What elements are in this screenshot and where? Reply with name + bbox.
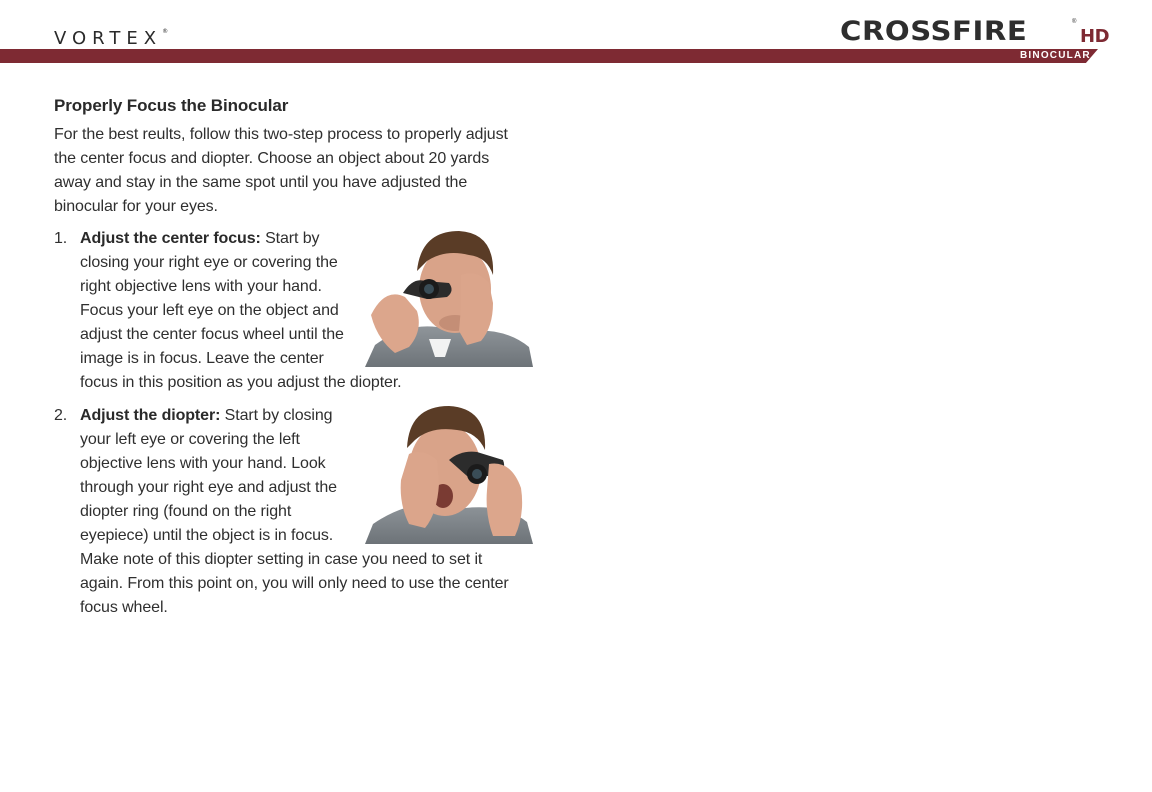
crossfire-logo-text: CROSSFIRE xyxy=(840,16,1028,47)
step-number: 2. xyxy=(54,407,68,424)
step-heading: Adjust the center focus: xyxy=(80,230,261,247)
step-heading: Adjust the diopter: xyxy=(80,407,221,424)
step-item xyxy=(54,227,529,395)
intro-paragraph: For the best reults, follow this two-step process to properly adjust the center focus and diopter. Choose an object about 20 yards away and stay in the same spot until you have adjusted the binocular for your eyes. xyxy=(54,126,508,215)
crossfire-registered-mark: ® xyxy=(1072,19,1077,25)
binocular-tag: BINOCULAR xyxy=(1020,50,1091,61)
crossfire-hd-suffix: HD xyxy=(1080,26,1110,47)
vortex-logo xyxy=(54,28,168,49)
step-number: 1. xyxy=(54,230,68,247)
header-accent-band xyxy=(0,49,1098,63)
focus-instructions xyxy=(54,94,529,620)
vortex-logo-text: VORTEX xyxy=(54,28,163,49)
step-text: Start by closing your left eye or covering the left objective lens with your hand. Look through your right eye and adjust the diopter ring (found on the right eyepiece) until the object is in focus. Make note of this diopter setting in case you need to set it again. From this point on, you will only need to use the center focus wheel. xyxy=(80,407,509,616)
person-covering-left-eye-photo xyxy=(365,404,533,544)
step-text: Start by closing your right eye or covering the right objective lens with your hand. Focus your left eye on the object and adjust the center focus wheel until the image is in focus. Leave the center focus in this position as you adjust the diopter. xyxy=(80,230,402,391)
crossfire-hd-logo xyxy=(840,16,1110,47)
vortex-registered-mark: ® xyxy=(162,28,169,35)
page-title: Properly Focus the Binocular xyxy=(54,96,289,115)
person-covering-right-eye-photo xyxy=(365,227,533,367)
steps-list xyxy=(54,227,529,620)
step-item xyxy=(54,404,529,620)
